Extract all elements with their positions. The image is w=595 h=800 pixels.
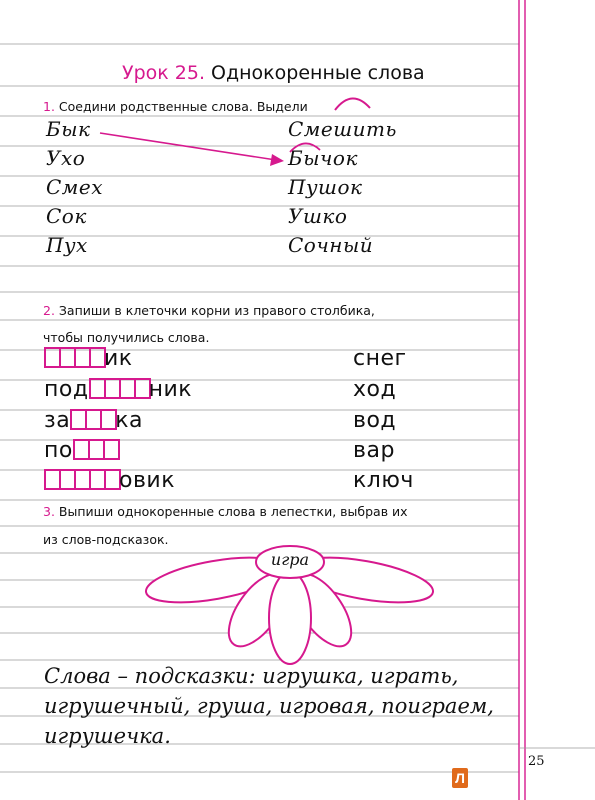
page-number: 25 — [528, 754, 545, 769]
word-suffix: ник — [148, 377, 193, 402]
left-word: Смех — [46, 175, 103, 199]
task2-instruction-line2: чтобы получились слова. — [43, 330, 210, 345]
left-word: Пух — [46, 233, 88, 257]
task1-number: 1. — [43, 99, 55, 114]
word-suffix: ка — [115, 408, 143, 433]
task3-instruction-line2: из слов-подсказок. — [43, 532, 169, 547]
flower-center-word: игра — [270, 550, 310, 569]
lesson-number: Урок 25. — [122, 62, 205, 84]
word-suffix: овик — [119, 468, 176, 493]
left-word: Сок — [46, 204, 87, 228]
root-word: снег — [353, 346, 407, 371]
root-word: ключ — [353, 468, 414, 493]
task3-number: 3. — [43, 504, 55, 519]
lesson-topic: Однокоренные слова — [211, 62, 425, 84]
right-word: Пушок — [288, 175, 363, 199]
right-word: Бычок — [288, 146, 358, 170]
hint-line: Слова – подсказки: игрушка, играть, — [44, 664, 459, 688]
word-prefix: под — [44, 377, 89, 402]
publisher-logo-icon: Л — [452, 768, 468, 788]
task2-number: 2. — [43, 303, 55, 318]
left-word: Бык — [46, 117, 91, 141]
right-word: Ушко — [288, 204, 348, 228]
word-suffix: ик — [104, 346, 133, 371]
task3-text-line1: Выпиши однокоренные слова в лепестки, выбрав их — [58, 504, 408, 519]
hint-line: игрушечка. — [44, 724, 171, 748]
word-prefix: по — [44, 438, 73, 463]
right-word: Смешить — [288, 117, 397, 141]
root-word: вар — [353, 438, 395, 463]
task2-text-line1: Запиши в клеточки корни из правого столбика, — [58, 303, 375, 318]
right-word: Сочный — [288, 233, 374, 257]
word-prefix: за — [44, 408, 71, 433]
root-word: ход — [353, 377, 397, 402]
petal-bottom — [269, 572, 311, 664]
hint-line: игрушечный, груша, игровая, поиграем, — [44, 694, 494, 718]
root-word: вод — [353, 408, 397, 433]
left-word: Ухо — [46, 146, 86, 170]
task1-text: Соедини родственные слова. Выдели — [58, 99, 308, 114]
